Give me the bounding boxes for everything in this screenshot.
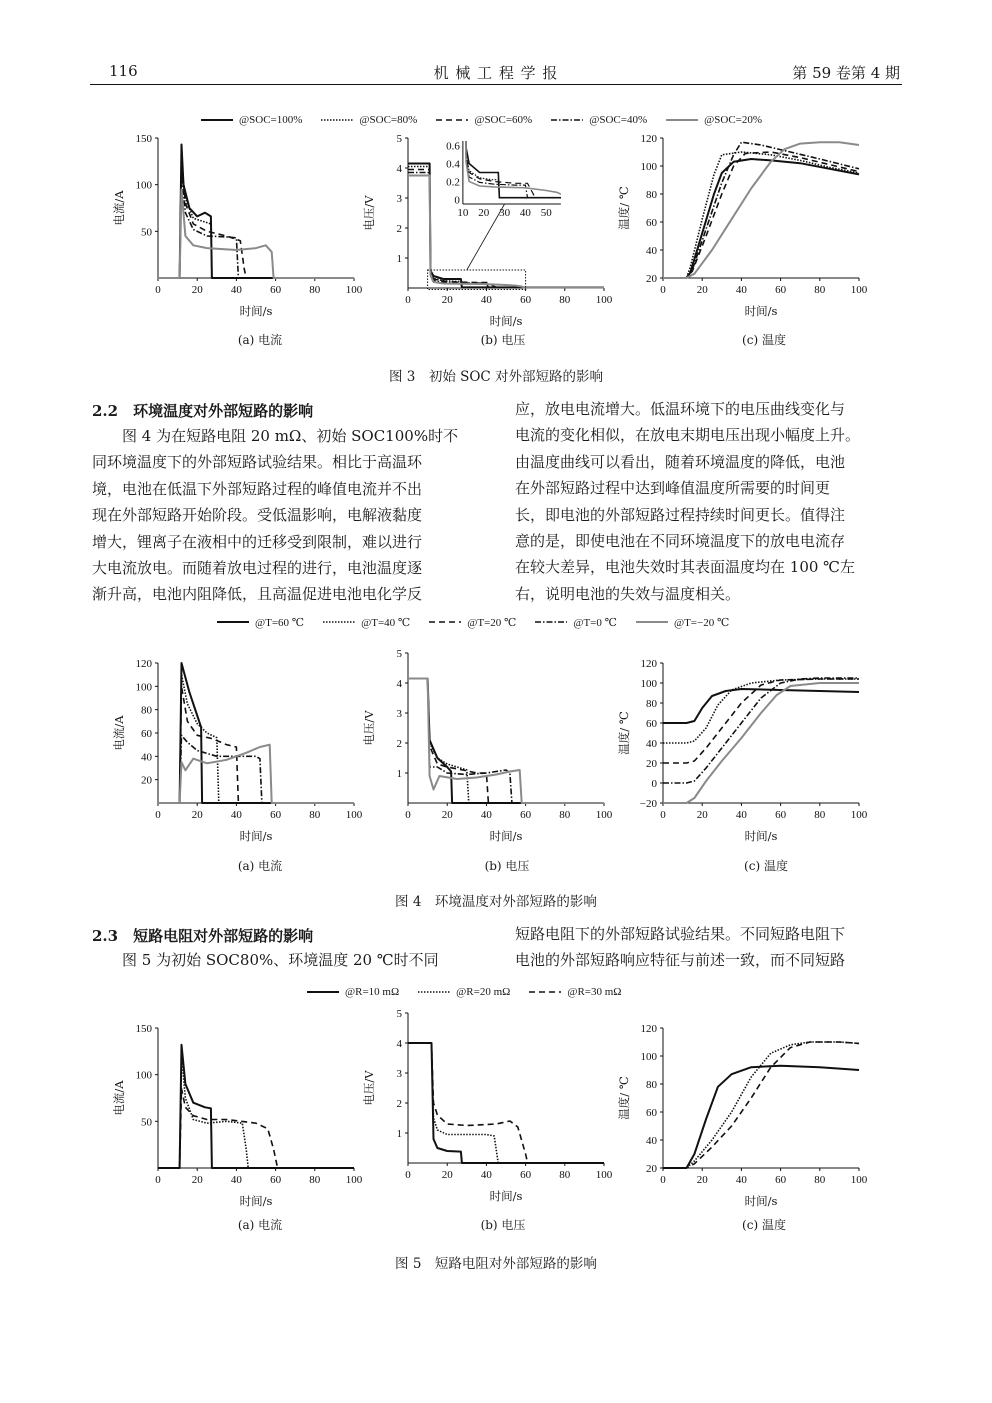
x-tick-label: 60	[775, 809, 787, 821]
x-tick-label: 20	[696, 1174, 708, 1186]
figure-5b-subcaption: (b) 电压	[480, 1218, 526, 1232]
figure-5c-subcaption: (c) 温度	[742, 1218, 786, 1232]
y-tick-label: 4	[396, 678, 402, 690]
chart-svg	[360, 1005, 613, 1205]
text-line: 境，电池在低温下外部短路过程的峰值电流并不出	[92, 479, 423, 498]
legend-line-swatch	[417, 987, 451, 997]
x-axis-label: 时间/s	[239, 1194, 273, 1208]
text-line: 长，即电池的外部短路过程持续时间更长。值得注	[515, 505, 846, 524]
legend-label: @T=−20 ℃	[673, 616, 730, 629]
figure-3c-temperature-plot	[615, 130, 868, 320]
legend-label: @R=20 mΩ	[456, 986, 511, 998]
y-tick-label: 2	[396, 738, 402, 750]
legend-entry	[200, 114, 302, 126]
figure-3c-subcaption: (c) 温度	[742, 333, 786, 347]
x-tick-label: 20	[696, 809, 708, 821]
figure-4c-temperature-plot	[615, 655, 868, 845]
series-line	[663, 678, 859, 783]
x-tick-label: 80	[309, 1174, 321, 1186]
legend-line-swatch	[635, 617, 669, 627]
x-tick-label: 20	[696, 284, 708, 296]
legend-line-swatch	[306, 987, 340, 997]
x-tick-label: 20	[191, 1174, 203, 1186]
x-tick-label: 100	[850, 809, 868, 821]
y-tick-label: 5	[396, 1008, 402, 1020]
x-axis-label: 时间/s	[489, 1189, 523, 1203]
series-line	[158, 745, 354, 803]
x-tick-label: 40	[735, 1174, 747, 1186]
legend-entry	[550, 114, 647, 126]
legend-entry	[417, 986, 510, 998]
series-line	[408, 1043, 604, 1163]
text-line: 增大，锂离子在液相中的迁移受到限制，难以进行	[92, 532, 423, 551]
y-tick-label: 100	[640, 678, 657, 690]
y-tick-label: 60	[646, 718, 657, 730]
inset-y-tick-label: 0.6	[446, 140, 460, 153]
x-axis-label: 时间/s	[744, 304, 778, 318]
figure-3a-current-plot	[110, 130, 363, 320]
legend-entry	[320, 114, 417, 126]
figure-3-caption: 图 3 初始 SOC 对外部短路的影响	[388, 369, 604, 385]
y-axis-label: 温度/ ℃	[617, 711, 631, 755]
x-tick-label: 80	[814, 1174, 826, 1186]
page-number: 116	[109, 62, 138, 80]
series-line	[408, 679, 604, 804]
series-line	[663, 152, 859, 278]
y-tick-label: 150	[135, 1023, 152, 1035]
legend-line-swatch	[428, 617, 462, 627]
y-axis-label: 电流/A	[112, 715, 126, 751]
legend-entry	[306, 986, 399, 998]
text-line: 电池的外部短路响应特征与前述一致，而不同短路	[515, 951, 846, 970]
y-tick-label: 40	[141, 751, 152, 764]
legend-entry	[216, 616, 304, 629]
y-tick-label: 60	[141, 728, 152, 740]
y-tick-label: 20	[646, 273, 657, 285]
chart-svg	[110, 1020, 363, 1210]
y-tick-label: 20	[141, 774, 152, 787]
x-tick-label: 20	[441, 1169, 453, 1181]
x-tick-label: 40	[230, 809, 242, 821]
text-line: 在外部短路过程中达到峰值温度所需要的时间更	[515, 479, 831, 498]
legend-label: @R=30 mΩ	[567, 986, 622, 998]
legend-line-swatch	[550, 115, 584, 125]
series-line	[158, 1089, 354, 1168]
y-tick-label: 80	[646, 189, 657, 201]
inset-x-tick-label: 10	[457, 207, 469, 219]
y-tick-label: 100	[135, 681, 152, 694]
legend-line-swatch	[534, 617, 568, 627]
text-line: 右，说明电池的失效与温度相关。	[515, 584, 741, 603]
x-tick-label: 60	[775, 284, 787, 296]
series-line	[408, 679, 604, 804]
text-line: 图 5 为初始 SOC80%、环境温度 20 ℃时不同	[92, 951, 439, 969]
x-tick-label: 0	[660, 1174, 666, 1186]
x-tick-label: 80	[814, 284, 826, 296]
x-tick-label: 0	[660, 809, 666, 821]
x-axis-label: 时间/s	[239, 304, 273, 318]
section-2-2-left-column	[92, 423, 476, 608]
section-2-3-left-column	[92, 947, 476, 973]
x-axis-label: 时间/s	[744, 829, 778, 843]
x-tick-label: 40	[230, 1174, 242, 1186]
x-tick-label: 0	[405, 809, 411, 821]
legend-entry	[528, 986, 621, 998]
x-tick-label: 40	[735, 284, 747, 296]
y-tick-label: 60	[646, 1107, 657, 1119]
y-tick-label: 100	[640, 161, 657, 173]
text-line: 在较大差异，电池失效时其表面温度均在 100 ℃左	[515, 558, 855, 577]
inset-x-tick-label: 20	[478, 207, 490, 219]
series-line	[663, 689, 859, 723]
legend-label: @SOC=80%	[359, 114, 418, 126]
figure-5-caption: 图 5 短路电阻对外部短路的影响	[395, 1256, 597, 1272]
x-tick-label: 100	[345, 284, 363, 296]
legend-line-swatch	[435, 115, 469, 125]
x-tick-label: 40	[735, 809, 747, 821]
x-tick-label: 100	[595, 1169, 613, 1181]
series-line	[663, 1042, 859, 1168]
y-tick-label: 100	[135, 179, 152, 192]
series-line	[663, 1066, 859, 1168]
series-line	[158, 145, 354, 279]
y-axis-label: 电压/V	[362, 1070, 376, 1106]
x-tick-label: 60	[520, 809, 532, 821]
x-tick-label: 80	[559, 294, 571, 306]
figure-3b-voltage-plot	[360, 130, 613, 330]
inset-x-tick-label: 40	[519, 207, 531, 219]
y-tick-label: 100	[135, 1069, 152, 1082]
series-line	[158, 166, 354, 278]
x-tick-label: 80	[309, 809, 321, 821]
legend-label: @R=10 mΩ	[345, 986, 400, 998]
chart-svg	[110, 130, 363, 320]
y-tick-label: 3	[396, 1068, 402, 1080]
y-tick-label: 3	[396, 193, 402, 205]
y-tick-label: 3	[396, 708, 402, 720]
figure-4a-current-plot	[110, 655, 363, 845]
y-tick-label: 2	[396, 1098, 402, 1110]
x-tick-label: 80	[559, 809, 571, 821]
text-line: 同环境温度下的外部短路试验结果。相比于高温环	[92, 453, 423, 472]
chart-svg	[360, 130, 613, 330]
section-2-3-title: 2.3 短路电阻对外部短路的影响	[92, 927, 314, 945]
y-tick-label: 5	[396, 133, 402, 145]
y-tick-label: 50	[141, 1116, 152, 1129]
series-line	[158, 735, 354, 803]
y-axis-label: 电压/V	[362, 710, 376, 746]
y-tick-label: 40	[646, 1135, 657, 1147]
chart-svg	[110, 655, 363, 845]
section-2-2-right-column	[515, 396, 902, 607]
legend-line-swatch	[322, 617, 356, 627]
journal-title: 机 械 工 程 学 报	[433, 64, 559, 82]
figure-5a-current-plot	[110, 1020, 363, 1210]
y-tick-label: 1	[396, 1128, 402, 1140]
text-line: 短路电阻下的外部短路试验结果。不同短路电阻下	[515, 925, 846, 943]
legend-entry	[435, 114, 532, 126]
figure-4b-subcaption: (b) 电压	[484, 859, 530, 873]
y-axis-label: 温度/ ℃	[617, 1076, 631, 1120]
text-line: 现在外部短路开始阶段。受低温影响，电解液黏度	[92, 506, 423, 525]
figure-3-legend	[200, 110, 780, 130]
figure-5a-subcaption: (a) 电流	[237, 1218, 283, 1232]
y-tick-label: 50	[141, 226, 152, 239]
figure-5c-temperature-plot	[615, 1020, 868, 1210]
y-tick-label: 120	[640, 658, 657, 670]
figure-5b-voltage-plot	[360, 1005, 613, 1205]
series-line	[663, 142, 859, 278]
legend-line-swatch	[665, 115, 699, 125]
x-tick-label: 60	[520, 1169, 532, 1181]
series-line	[408, 1043, 604, 1163]
x-tick-label: 40	[480, 294, 492, 306]
chart-svg	[615, 130, 868, 320]
y-tick-label: 2	[396, 223, 402, 235]
x-axis-label: 时间/s	[489, 829, 523, 843]
figure-4b-voltage-plot	[360, 645, 613, 845]
x-tick-label: 60	[775, 1174, 787, 1186]
legend-line-swatch	[216, 617, 250, 627]
x-tick-label: 0	[155, 284, 161, 296]
x-tick-label: 20	[441, 809, 453, 821]
y-tick-label: 60	[646, 217, 657, 229]
x-tick-label: 60	[270, 809, 282, 821]
section-2-3-right-column	[515, 921, 902, 974]
legend-label: @T=20 ℃	[467, 616, 517, 629]
text-line: 图 4 为在短路电阻 20 mΩ、初始 SOC100%时不	[92, 427, 459, 445]
chart-svg	[360, 645, 613, 845]
figure-5-legend	[306, 982, 639, 1002]
x-tick-label: 80	[309, 284, 321, 296]
y-tick-label: 4	[396, 1038, 402, 1050]
series-line	[158, 1056, 354, 1168]
figure-3b-subcaption: (b) 电压	[480, 333, 526, 347]
y-tick-label: 1	[396, 768, 402, 780]
series-line	[158, 663, 354, 803]
y-tick-label: 100	[640, 1051, 657, 1063]
x-tick-label: 40	[230, 284, 242, 296]
x-tick-label: 100	[345, 1174, 363, 1186]
figure-3a-subcaption: (a) 电流	[237, 333, 283, 347]
x-tick-label: 100	[595, 809, 613, 821]
y-tick-label: 120	[135, 658, 152, 670]
x-tick-label: 100	[595, 294, 613, 306]
text-line: 由温度曲线可以看出，随着环境温度的降低，电池	[515, 452, 846, 471]
y-tick-label: 4	[396, 163, 402, 175]
chart-svg	[615, 655, 868, 845]
inset-y-tick-label: 0.4	[446, 158, 460, 171]
x-tick-label: 80	[559, 1169, 571, 1181]
x-tick-label: 40	[480, 1169, 492, 1181]
section-2-2-title: 2.2 环境温度对外部短路的影响	[92, 402, 314, 420]
issue-label: 第 59 卷第 4 期	[792, 64, 900, 82]
x-tick-label: 20	[191, 809, 203, 821]
x-tick-label: 0	[155, 1174, 161, 1186]
series-line	[158, 175, 354, 278]
y-tick-label: 5	[396, 648, 402, 660]
legend-entry	[428, 616, 516, 629]
y-axis-label: 电流/A	[112, 190, 126, 226]
x-tick-label: 20	[191, 284, 203, 296]
x-tick-label: 40	[480, 809, 492, 821]
y-tick-label: 20	[646, 1163, 657, 1175]
series-line	[663, 142, 859, 278]
series-line	[158, 1045, 354, 1168]
legend-label: @SOC=100%	[239, 114, 303, 126]
y-tick-label: 1	[396, 253, 402, 265]
x-tick-label: 0	[660, 284, 666, 296]
x-tick-label: 100	[850, 284, 868, 296]
text-line: 意的是，即使电池在不同环境温度下的放电电流存	[515, 532, 846, 551]
legend-label: @SOC=20%	[704, 114, 763, 126]
text-line: 应，放电电流增大。低温环境下的电压曲线变化与	[515, 400, 846, 418]
x-tick-label: 80	[814, 809, 826, 821]
x-tick-label: 60	[270, 284, 282, 296]
inset-y-tick-label: 0.2	[446, 176, 460, 189]
legend-label: @T=40 ℃	[361, 616, 411, 629]
x-tick-label: 0	[405, 1169, 411, 1181]
x-tick-label: 100	[345, 809, 363, 821]
legend-label: @SOC=40%	[589, 114, 648, 126]
legend-entry	[534, 616, 617, 629]
figure-4-legend	[216, 612, 747, 632]
y-tick-label: −20	[639, 798, 657, 810]
x-tick-label: 0	[155, 809, 161, 821]
legend-line-swatch	[528, 987, 562, 997]
x-tick-label: 100	[850, 1174, 868, 1186]
x-axis-label: 时间/s	[744, 1194, 778, 1208]
inset-x-tick-label: 30	[499, 207, 511, 219]
x-axis-label: 时间/s	[489, 314, 523, 328]
y-tick-label: 150	[135, 133, 152, 145]
header-rule	[90, 84, 902, 85]
inset-background	[463, 141, 561, 204]
inset-x-tick-label: 50	[540, 207, 552, 219]
figure-4c-subcaption: (c) 温度	[744, 859, 788, 873]
series-line	[408, 679, 604, 804]
y-axis-label: 温度/ ℃	[617, 186, 631, 230]
x-axis-label: 时间/s	[239, 829, 273, 843]
y-tick-label: 0	[651, 778, 657, 790]
legend-entry	[665, 114, 762, 126]
figure-4-caption: 图 4 环境温度对外部短路的影响	[395, 894, 597, 910]
series-line	[408, 679, 604, 804]
y-tick-label: 80	[646, 698, 657, 710]
x-tick-label: 60	[520, 294, 532, 306]
legend-label: @T=0 ℃	[573, 616, 617, 629]
y-axis-label: 电压/V	[362, 195, 376, 231]
y-tick-label: 80	[141, 704, 152, 717]
x-tick-label: 0	[405, 294, 411, 306]
legend-line-swatch	[200, 115, 234, 125]
y-tick-label: 20	[646, 758, 657, 770]
x-tick-label: 20	[441, 294, 453, 306]
y-tick-label: 120	[640, 133, 657, 145]
legend-label: @SOC=60%	[474, 114, 533, 126]
legend-label: @T=60 ℃	[255, 616, 305, 629]
series-line	[158, 161, 354, 278]
text-line: 电流的变化相似，在放电末期电压出现小幅度上升。	[515, 426, 861, 445]
x-tick-label: 60	[270, 1174, 282, 1186]
y-tick-label: 80	[646, 1079, 657, 1091]
legend-entry	[322, 616, 410, 629]
y-tick-label: 40	[646, 738, 657, 750]
y-tick-label: 40	[646, 245, 657, 257]
series-line	[408, 1043, 604, 1163]
chart-svg	[615, 1020, 868, 1210]
series-line	[663, 683, 859, 803]
y-tick-label: 120	[640, 1023, 657, 1035]
text-line: 大电流放电。而随着放电过程的进行，电池温度逐	[92, 559, 423, 578]
series-line	[158, 675, 354, 803]
y-axis-label: 电流/A	[112, 1080, 126, 1116]
inset-y-tick-label: 0	[454, 194, 460, 207]
text-line: 渐升高，电池内阻降低，且高温促进电池电化学反	[92, 585, 423, 604]
series-line	[408, 679, 604, 804]
legend-line-swatch	[320, 115, 354, 125]
series-line	[158, 686, 354, 803]
legend-entry	[635, 616, 729, 629]
series-line	[663, 1042, 859, 1168]
figure-4a-subcaption: (a) 电流	[237, 859, 283, 873]
